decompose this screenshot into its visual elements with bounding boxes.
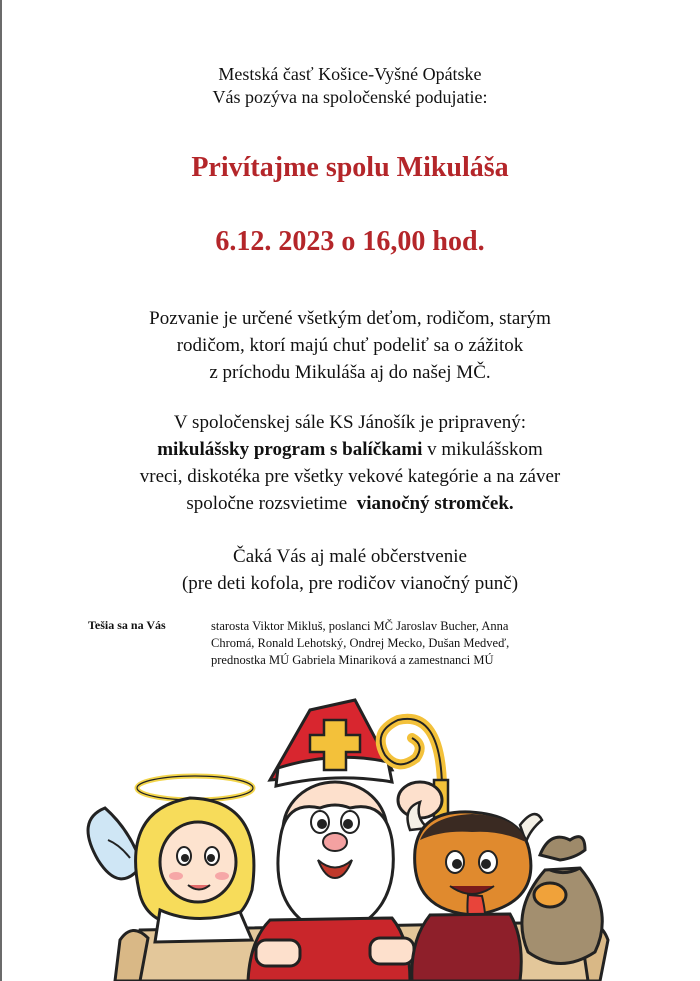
- intro-line-2: Vás pozýva na spoločenské podujatie:: [212, 87, 488, 107]
- hosts-line-3: prednostka MÚ Gabriela Minariková a zamestnanci MÚ: [211, 653, 494, 667]
- program-highlight-1: mikulášsky program s balíčkami: [157, 439, 423, 460]
- saint-nicholas-figure: [248, 700, 414, 981]
- intro-text: [0, 63, 700, 109]
- program-line-4: [0, 490, 700, 517]
- angel-figure: [88, 776, 254, 942]
- refreshments-paragraph: [0, 543, 700, 597]
- hosts-list: [211, 618, 601, 669]
- refreshments-line-1: Čaká Vás aj malé občerstvenie: [233, 546, 467, 567]
- program-highlight-2: vianočný stromček.: [356, 493, 514, 514]
- invitation-paragraph: [0, 305, 700, 386]
- invitation-line-1: Pozvanie je určené všetkým deťom, rodičom, starým: [149, 308, 551, 329]
- program-line-3: vreci, diskotéka pre všetky vekové kategórie a na záver: [139, 466, 561, 487]
- program-paragraph: [0, 409, 700, 517]
- program-line-1: V spoločenskej sále KS Jánošík je pripravený:: [173, 412, 527, 433]
- invitation-line-3: z príchodu Mikuláša aj do našej MČ.: [209, 362, 491, 383]
- invitation-line-2: rodičom, ktorí majú chuť podeliť sa o zážitok: [176, 335, 524, 356]
- hosts-line-1: starosta Viktor Mikluš, poslanci MČ Jaroslav Bucher, Anna: [211, 619, 509, 633]
- intro-line-1: Mestská časť Košice-Vyšné Opátske: [218, 64, 482, 84]
- event-datetime: 6.12. 2023 o 16,00 hod.: [215, 226, 485, 257]
- program-text-4: spoločne rozsvietime: [186, 493, 357, 514]
- program-line-2: [0, 436, 700, 463]
- refreshments-line-2: (pre deti kofola, pre rodičov vianočný punč): [181, 573, 519, 594]
- hosts-label: Tešia sa na Vás: [88, 618, 166, 632]
- saint-nicholas-illustration: [80, 690, 620, 981]
- hosts-line-2: Chromá, Ronald Lehotský, Ondrej Mecko, Dušan Medveď,: [211, 636, 510, 650]
- devil-figure: [408, 802, 542, 981]
- event-title: Privítajme spolu Mikuláša: [191, 152, 509, 183]
- gift-sack: [522, 837, 602, 964]
- program-text-2: v mikulášskom: [422, 439, 543, 460]
